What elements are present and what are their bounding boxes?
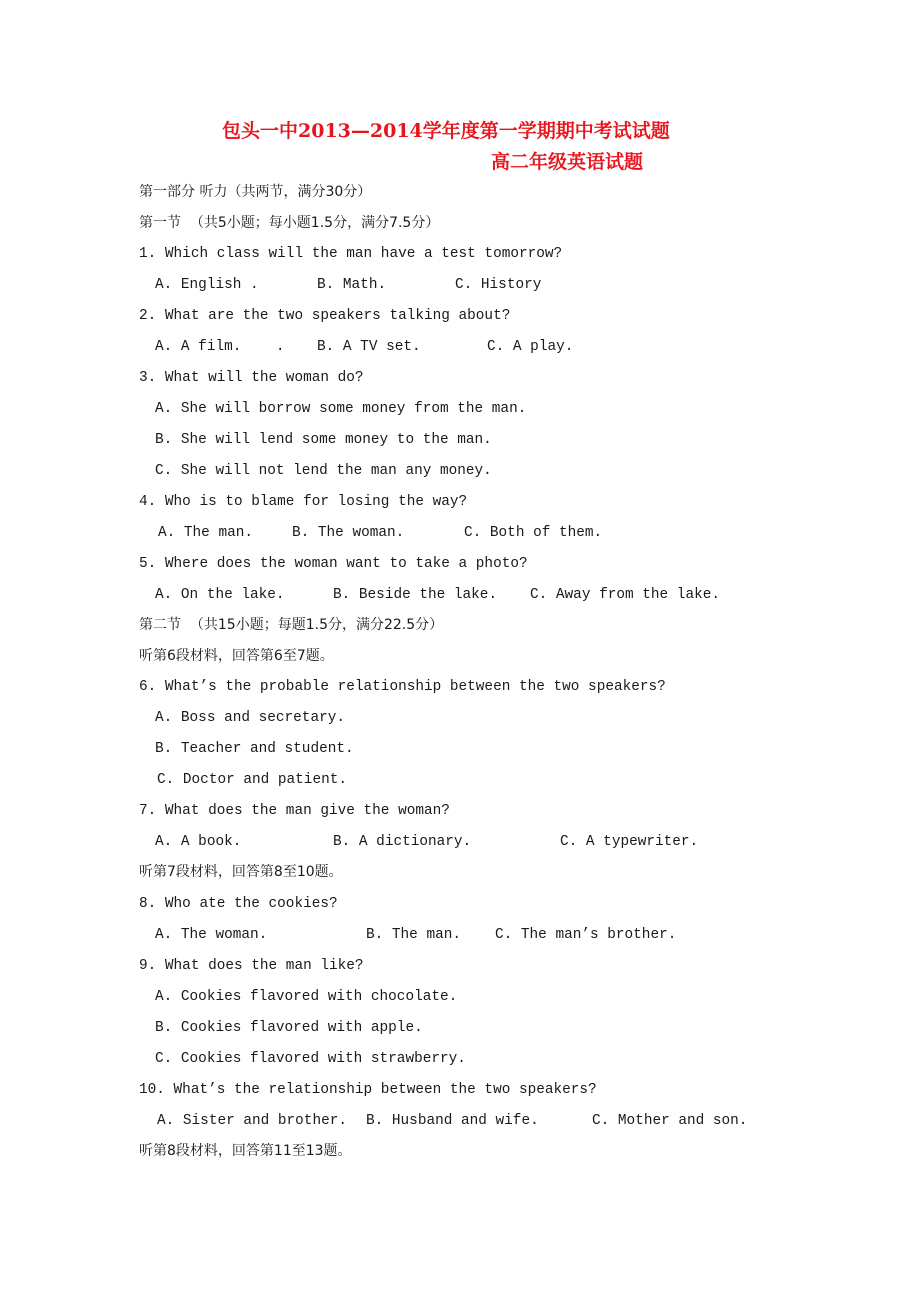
option-b: B. Husband and wife.	[366, 1113, 539, 1129]
question-stem: 1. Which class will the man have a test tomorrow?	[139, 246, 563, 262]
option-b: B. Math.	[317, 277, 387, 293]
option-a: A. Boss and secretary.	[155, 710, 345, 726]
question-stem: 10. What’s the relationship between the two speakers?	[139, 1082, 597, 1098]
option-b: B. She will lend some money to the man.	[155, 432, 492, 448]
question-stem: 8. Who ate the cookies?	[139, 896, 338, 912]
option-c: C. A play.	[487, 339, 574, 355]
option-c: C. She will not lend the man any money.	[155, 463, 492, 479]
question-stem: 5. Where does the woman want to take a photo?	[139, 556, 528, 572]
option-a: A. The man.	[158, 525, 253, 541]
exam-subtitle: 高二年级英语试题	[491, 151, 644, 173]
option-a: A. Sister and brother.	[157, 1113, 347, 1129]
question-stem: 9. What does the man like?	[139, 958, 364, 974]
option-c: C. Both of them.	[464, 525, 603, 541]
option-c: C. Doctor and patient.	[157, 772, 347, 788]
option-b: B. Teacher and student.	[155, 741, 354, 757]
question-stem: 7. What does the man give the woman?	[139, 803, 450, 819]
option-b: B. A dictionary.	[333, 834, 472, 850]
listening-instruction: 听第8段材料，回答第11至13题。	[139, 1143, 352, 1159]
option-a: A. Cookies flavored with chocolate.	[155, 989, 458, 1005]
option-b: B. The man.	[366, 927, 461, 943]
option-a: A. The woman.	[155, 927, 268, 943]
question-stem: 6. What’s the probable relationship between the two speakers?	[139, 679, 666, 695]
option-c: C. History	[455, 277, 542, 293]
listening-instruction: 听第7段材料，回答第8至10题。	[139, 864, 343, 880]
option-b: B. Beside the lake.	[333, 587, 498, 603]
listening-instruction: 听第6段材料，回答第6至7题。	[139, 648, 334, 664]
option-b: B. Cookies flavored with apple.	[155, 1020, 423, 1036]
option-c: C. Away from the lake.	[530, 587, 720, 603]
option-a: A. A book.	[155, 834, 242, 850]
question-stem: 2. What are the two speakers talking about?	[139, 308, 511, 324]
option-c: C. A typewriter.	[560, 834, 699, 850]
option-a: A. She will borrow some money from the man.	[155, 401, 527, 417]
section2-heading: 第二节 （共15小题；每题1.5分，满分22.5分）	[139, 617, 444, 633]
option-c: C. Mother and son.	[592, 1113, 748, 1129]
section1-heading: 第一节 （共5小题；每小题1.5分，满分7.5分）	[139, 215, 440, 231]
option-b: B. The woman.	[292, 525, 405, 541]
question-stem: 3. What will the woman do?	[139, 370, 364, 386]
option-a: A. On the lake.	[155, 587, 285, 603]
part1-heading: 第一部分 听力（共两节，满分30分）	[139, 184, 372, 200]
option-c: C. The man’s brother.	[495, 927, 677, 943]
option-c: C. Cookies flavored with strawberry.	[155, 1051, 466, 1067]
option-a: A. English .	[155, 277, 259, 293]
option-a: A. A film. .	[155, 339, 285, 355]
exam-title: 包头一中2013—2014学年度第一学期期中考试试题	[222, 120, 670, 142]
question-stem: 4. Who is to blame for losing the way?	[139, 494, 468, 510]
option-b: B. A TV set.	[317, 339, 421, 355]
